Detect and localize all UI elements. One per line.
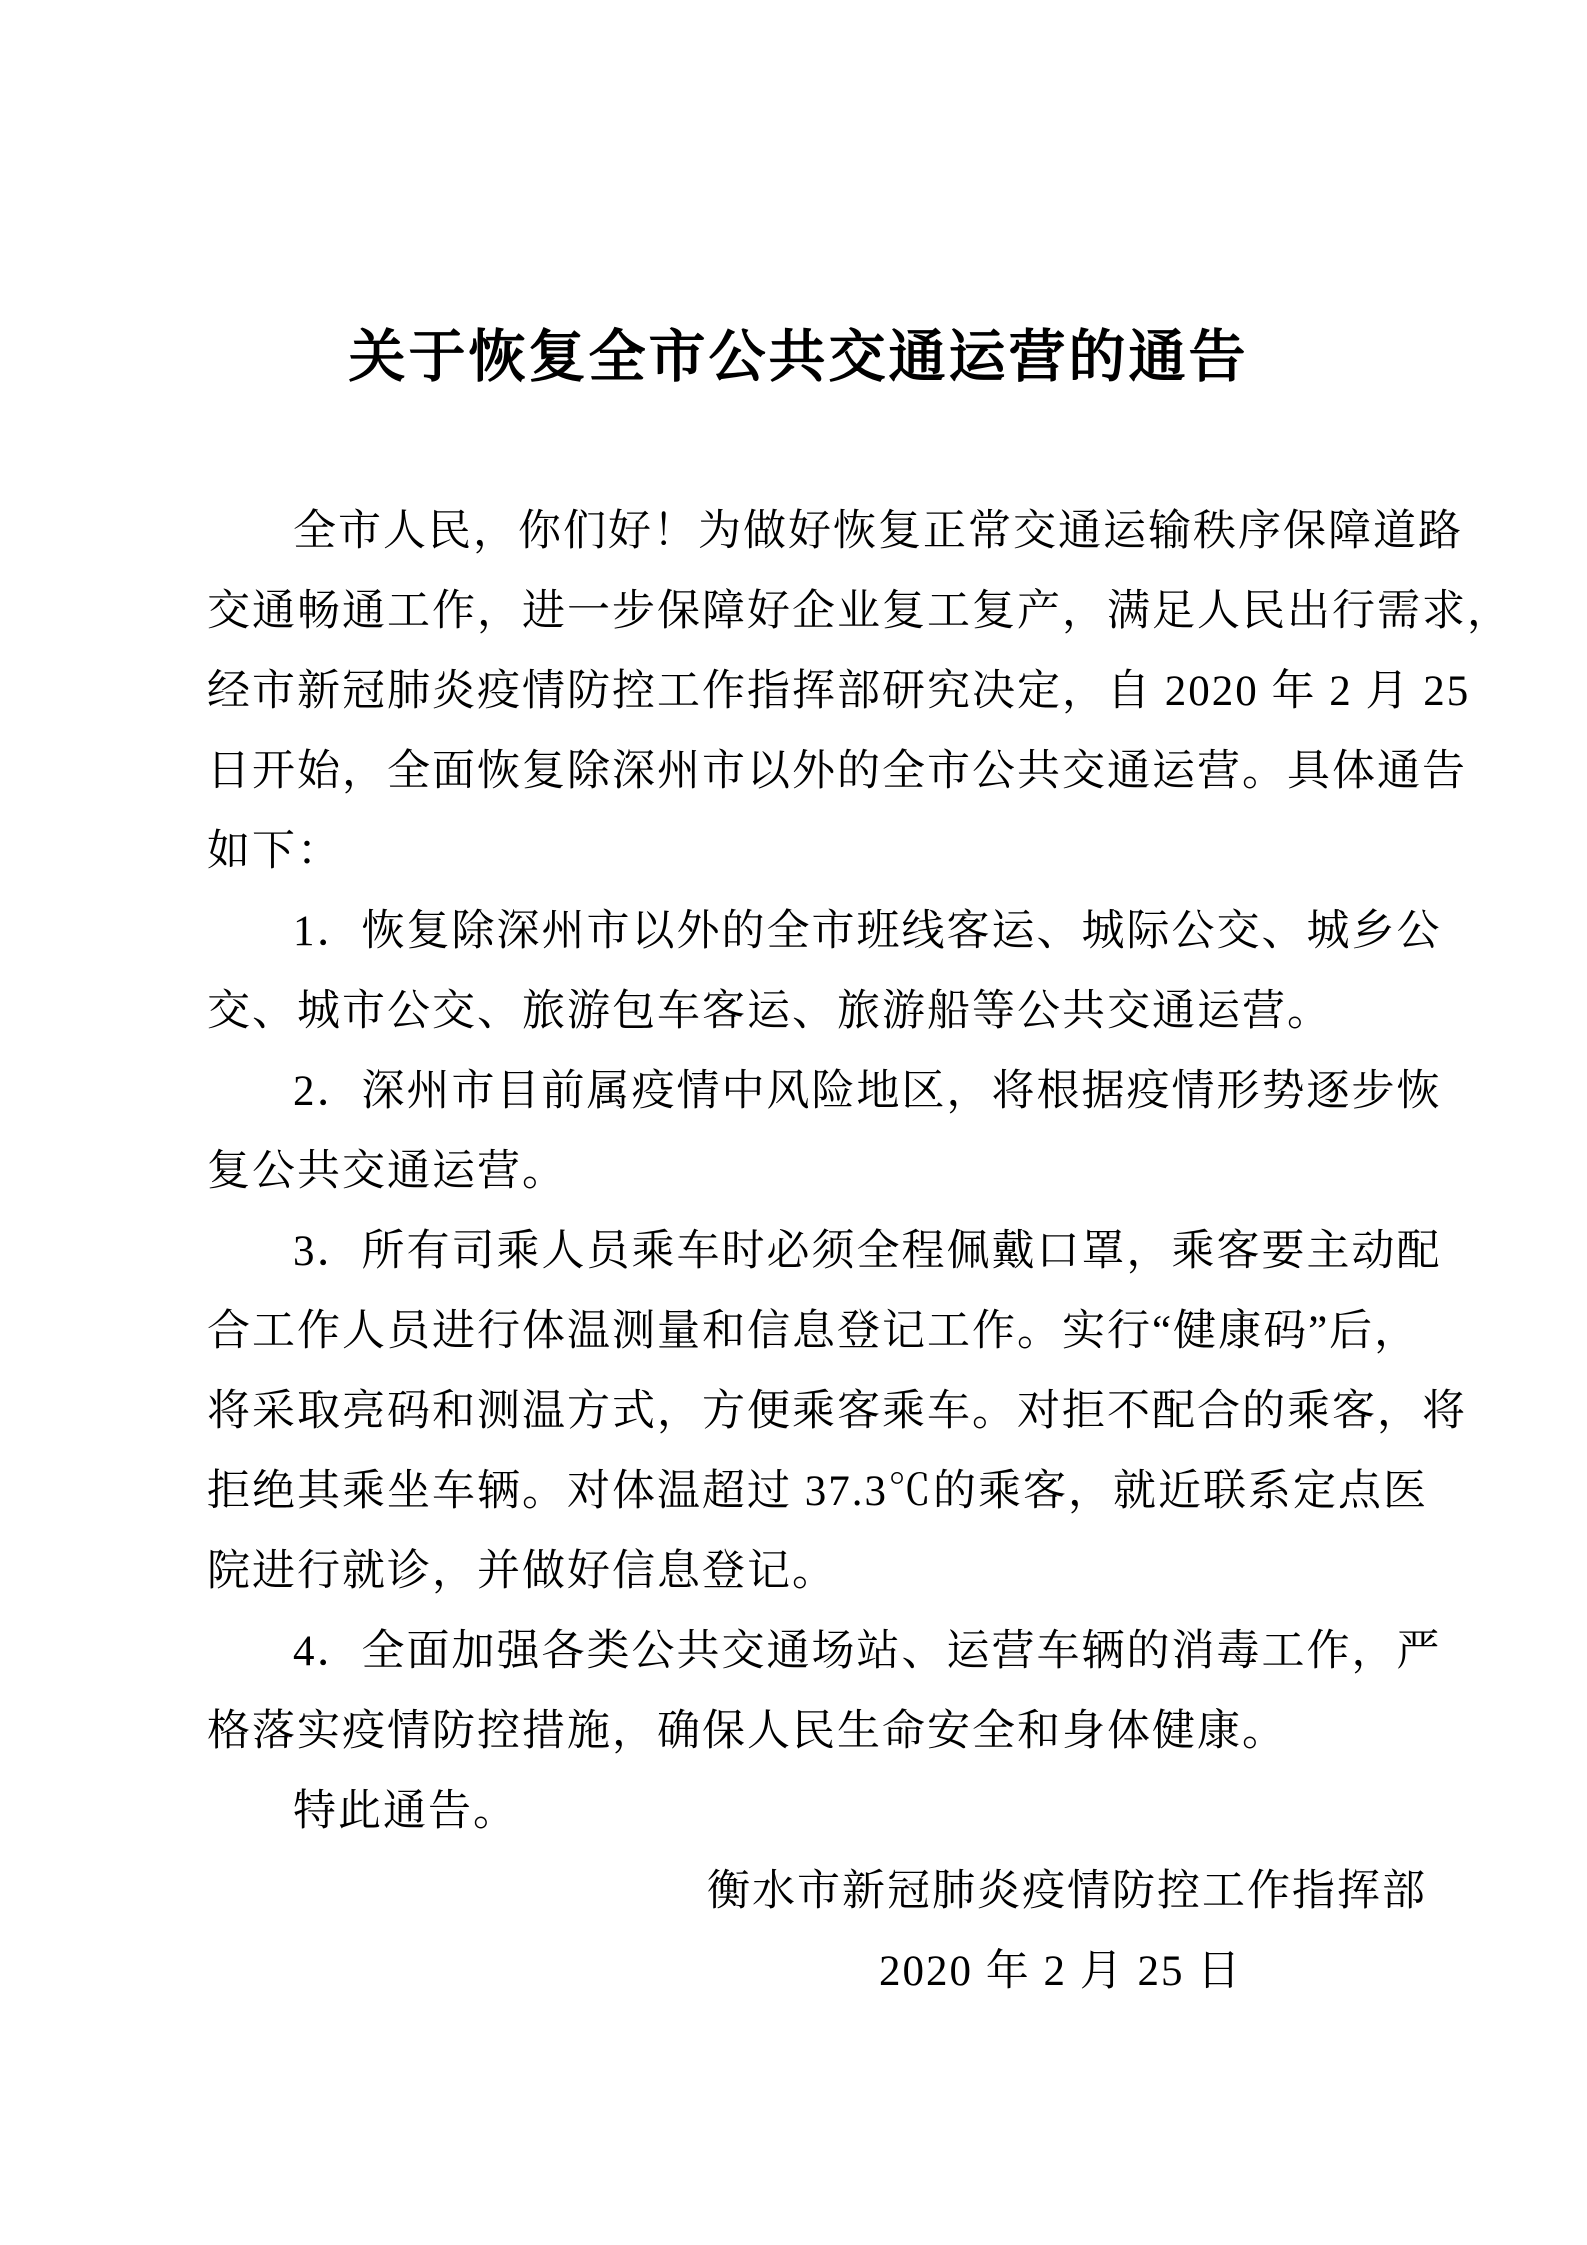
- body-line: 2．深州市目前属疫情中风险地区，将根据疫情形势逐步恢: [293, 1068, 1442, 1115]
- signature-line: 衡水市新冠肺炎疫情防控工作指挥部: [707, 1868, 1427, 1915]
- body-line: 1．恢复除深州市以外的全市班线客运、城际公交、城乡公: [293, 908, 1442, 955]
- body-line: 拒绝其乘坐车辆。对体温超过 37.3℃的乘客，就近联系定点医: [207, 1468, 1428, 1515]
- body-line: 日开始，全面恢复除深州市以外的全市公共交通运营。具体通告: [207, 748, 1467, 795]
- body-line: 交、城市公交、旅游包车客运、旅游船等公共交通运营。: [207, 988, 1332, 1035]
- body-line: 合工作人员进行体温测量和信息登记工作。实行“健康码”后，: [207, 1308, 1420, 1355]
- body-line: 4．全面加强各类公共交通场站、运营车辆的消毒工作，严: [293, 1628, 1442, 1675]
- body-line: 格落实疫情防控措施，确保人民生命安全和身体健康。: [207, 1708, 1287, 1755]
- notice-title: 关于恢复全市公共交通运营的通告: [348, 325, 1249, 389]
- body-line: 全市人民，你们好！为做好恢复正常交通运输秩序保障道路: [293, 508, 1463, 555]
- date-line: 2020 年 2 月 25 日: [879, 1948, 1243, 1995]
- body-line: 院进行就诊，并做好信息登记。: [207, 1548, 837, 1595]
- body-line: 经市新冠肺炎疫情防控工作指挥部研究决定，自 2020 年 2 月 25: [207, 668, 1471, 715]
- body-line: 如下：: [207, 828, 342, 875]
- body-line: 3．所有司乘人员乘车时必须全程佩戴口罩，乘客要主动配: [293, 1228, 1442, 1275]
- notice-body: [207, 492, 1512, 1852]
- body-line: 将采取亮码和测温方式，方便乘客乘车。对拒不配合的乘客，将: [207, 1388, 1467, 1435]
- body-line: 交通畅通工作，进一步保障好企业复工复产，满足人民出行需求，: [207, 588, 1512, 635]
- body-line: 复公共交通运营。: [207, 1148, 567, 1195]
- body-line: 特此通告。: [293, 1788, 518, 1835]
